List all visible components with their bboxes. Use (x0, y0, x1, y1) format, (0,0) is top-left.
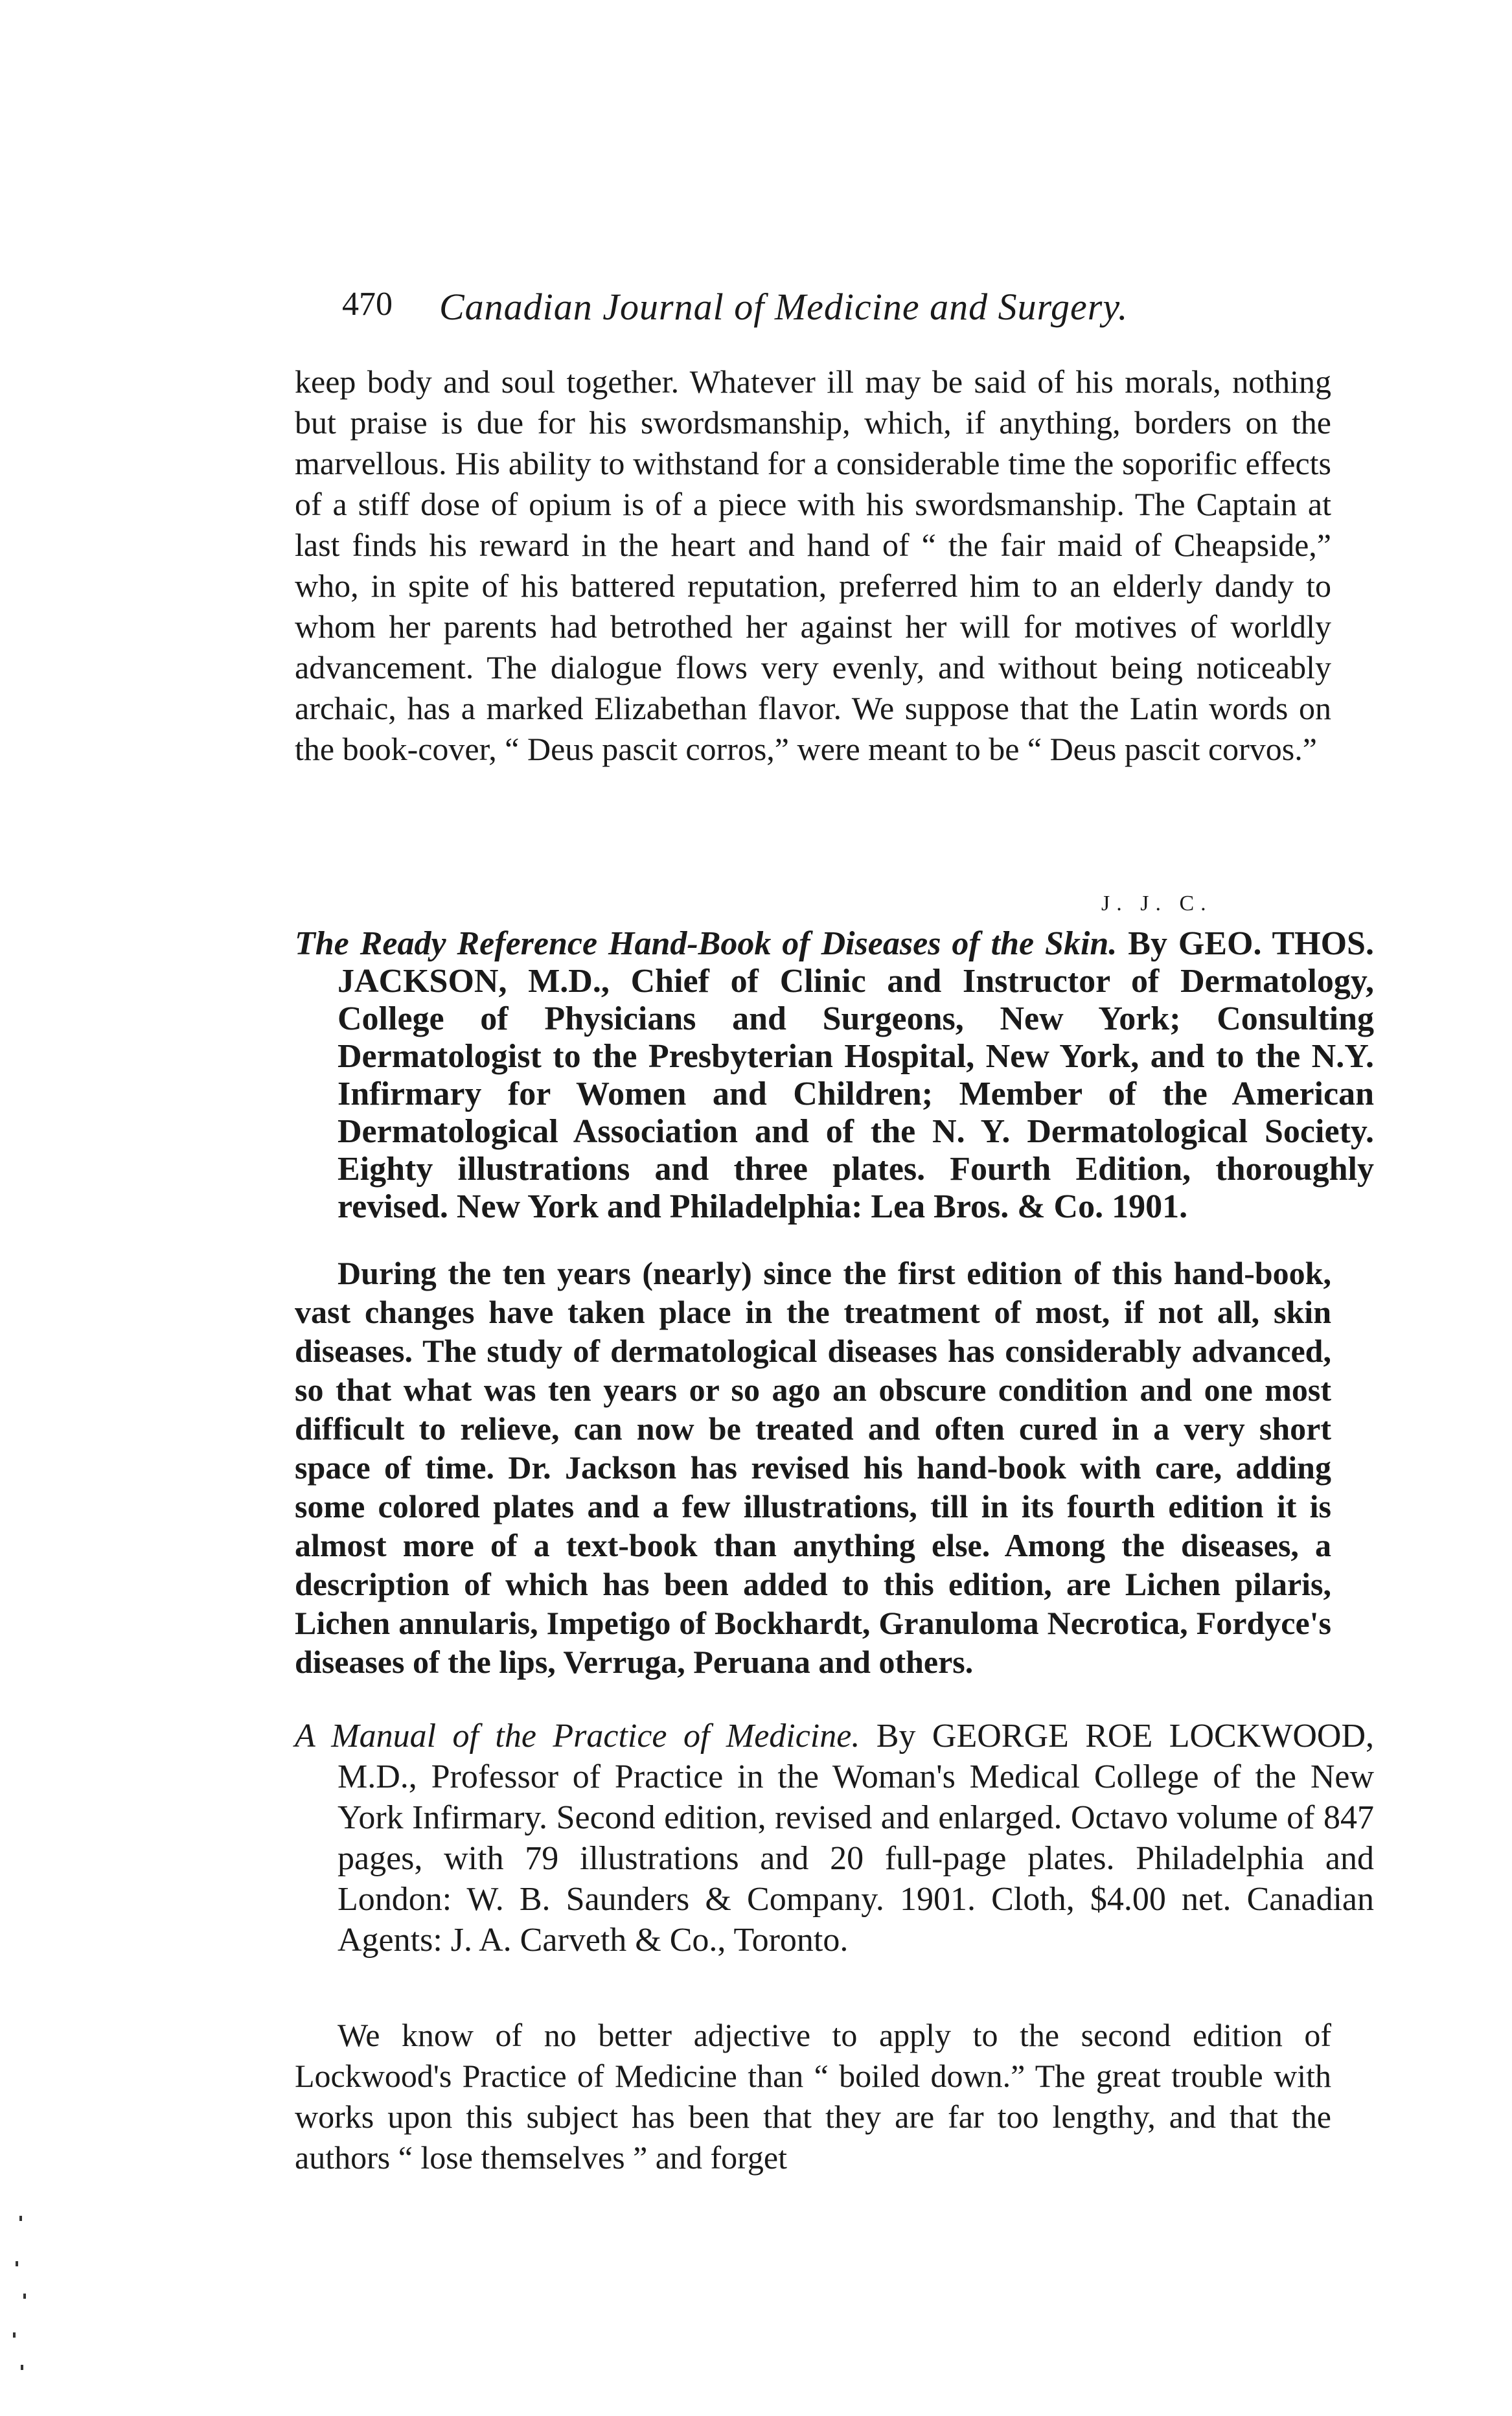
book-details-skin-diseases: By GEO. THOS. JACKSON, M.D., Chief of Clinic and Instructor of Dermatology, College of Physicians and Surgeons, New York; Consulting Dermatologist to the Presbyterian Hospital, New York, and to the N.Y. Infirmary for Women and Children; Member of the American Dermatological Association and of the N. Y. Dermatological Society. Eighty illustrations and three plates. Fourth Edition, thoroughly revised. New York and Philadelphia: Lea Bros. & Co. 1901. (338, 925, 1374, 1225)
scan-margin-marks (0, 2203, 39, 2397)
review-continuation-paragraph: keep body and soul together. Whatever ill may be said of his morals, nothing but praise is due for his swordsmanship, which, if anything, borders on the marvellous. His ability to withstand for a considerable time the soporific effects of a stiff dose of opium is of a piece with his swordsmanship. The Captain at last finds his reward in the heart and hand of “ the fair maid of Cheapside,” who, in spite of his battered reputation, preferred him to an elderly dandy to whom her parents had betrothed her against her will for motives of worldly advancement. The dialogue flows very evenly, and without being noticeably archaic, has a marked Elizabethan flavor. We suppose that the Latin words on the book-cover, “ Deus pascit corros,” were meant to be “ Deus pascit corvos.” (295, 363, 1331, 767)
page-header (342, 285, 1327, 343)
review-paragraph-practice-of-medicine: We know of no better adjective to apply to the second edition of Lockwood's Practice of Medicine than “ boiled down.” The great trouble with works upon this subject has been that they are far too lengthy, and that the authors “ lose themselves ” and forget (295, 2017, 1331, 2176)
review-paragraph-skin-diseases: During the ten years (nearly) since the first edition of this hand-book, vast changes have taken place in the treatment of most, if not all, skin diseases. The study of dermatological diseases has considerably advanced, so that what was ten years or so ago an obscure condition and one most difficult to relieve, can now be treated and often cured in a very short space of time. Dr. Jackson has revised his hand-book with care, adding some colored plates and a few illustrations, till in its fourth edition it is almost more of a text-book than anything else. Among the diseases, a description of which has been added to this edition, are Lichen pilaris, Lichen annularis, Impetigo of Bockhardt, Granuloma Necrotica, Fordyce's diseases of the lips, Verruga, Peruana and others. (295, 1255, 1331, 1680)
page-number: 470 (342, 286, 393, 323)
book-details-practice-of-medicine: By GEORGE ROE LOCKWOOD, M.D., Professor of Practice in the Woman's Medical College of the New York Infirmary. Second edition, revised and enlarged. Octavo volume of 847 pages, with 79 illustrations and 20 full-page plates. Philadelphia and London: W. B. Saunders & Company. 1901. Cloth, $4.00 net. Canadian Agents: J. A. Carveth & Co., Toronto. (338, 1718, 1374, 1959)
book-title-practice-of-medicine: A Manual of the Practice of Medicine. (295, 1718, 860, 1754)
book-citation-skin-diseases (295, 925, 1374, 1226)
book-citation-practice-of-medicine (295, 1716, 1374, 1961)
running-title: Canadian Journal of Medicine and Surgery. (439, 286, 1128, 328)
reviewer-initials: J. J. C. (1101, 892, 1213, 915)
book-title-skin-diseases: The Ready Reference Hand-Book of Diseases of the Skin. (295, 925, 1117, 962)
